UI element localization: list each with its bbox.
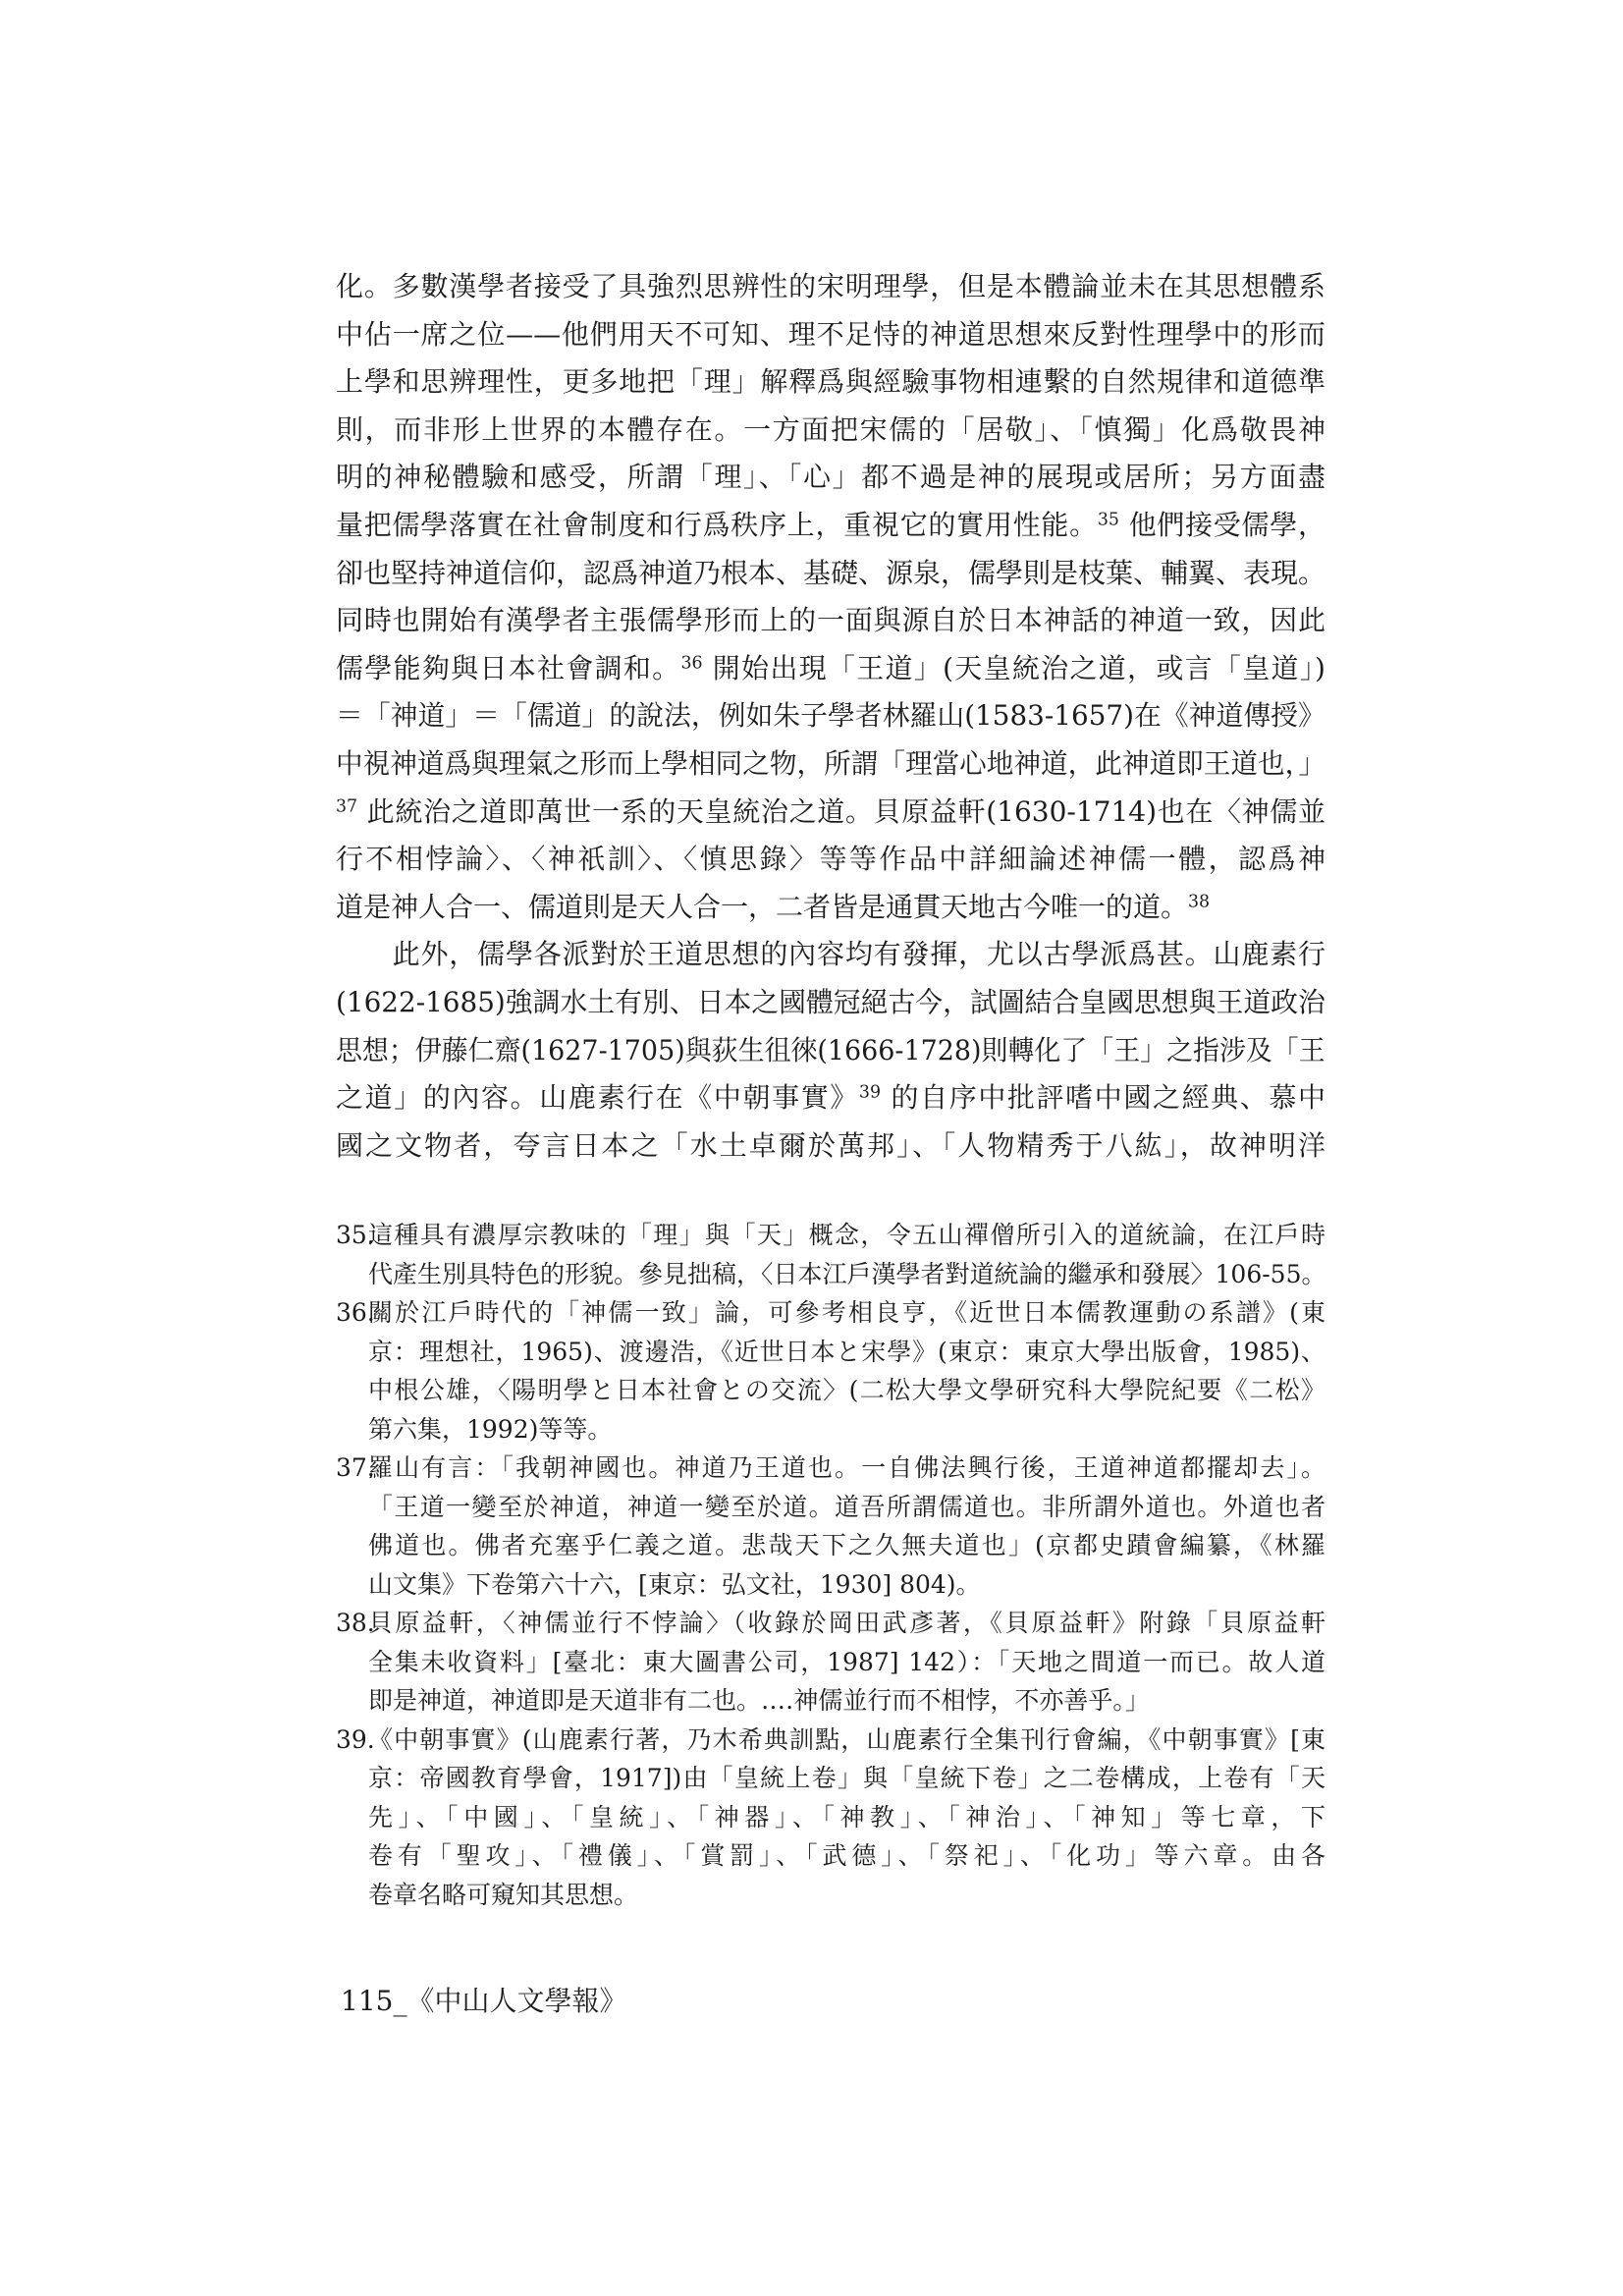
footnote-line: 中根公雄，〈陽明學と日本社會との交流〉(二松大學文學研究科大學院紀要《二松》 <box>368 1376 1325 1404</box>
body-line: 思想；伊藤仁齋(1627-1705)與荻生徂徠(1666-1728)則轉化了「王」之指涉及「王 <box>336 1033 1325 1066</box>
body-line: 則，而非形上世界的本體存在。一方面把宋儒的「居敬」、「慎獨」化爲敬畏神 <box>336 412 1325 446</box>
footnote-line: 卷有「聖攻」、「禮儀」、「賞罰」、「武德」、「祭祀」、「化功」等六章。由各 <box>368 1841 1325 1870</box>
footnote-line: 羅山有言：「我朝神國也。神道乃王道也。一自佛法興行後，王道神道都擺却去」。 <box>368 1453 1325 1482</box>
footnote-line: 代產生別具特色的形貌。參見拙稿，〈日本江戶漢學者對道統論的繼承和發展〉106-55。 <box>368 1259 1326 1288</box>
body-line: ＝「神道」＝「儒道」的說法，例如朱子學者林羅山(1583-1657)在《神道傳授》 <box>336 699 1325 733</box>
body-line: 國之文物者，夸言日本之「水土卓爾於萬邦」、「人物精秀于八紘」，故神明洋 <box>336 1128 1325 1162</box>
body-line: 之道」的內容。山鹿素行在《中朝事實》$^{39}$ 的自序中批評嗜中國之經典、慕中 <box>336 1081 1325 1115</box>
footnote-number: 35. <box>336 1221 375 1249</box>
body-line: $^{37}$ 此統治之道即萬世一系的天皇統治之道。貝原益軒(1630-1714)也在〈神儒並 <box>336 794 1325 828</box>
footnote-number: 39. <box>336 1724 375 1754</box>
footnote-number: 38. <box>336 1609 375 1637</box>
body-line: 同時也開始有漢學者主張儒學形而上的一面與源自於日本神話的神道一致，因此 <box>336 604 1325 637</box>
body-text <box>336 263 1325 1170</box>
body-line: 中視神道爲與理氣之形而上學相同之物，所謂「理當心地神道，此神道即王道也，」 <box>336 746 1326 780</box>
footnote-line: 佛道也。佛者充塞乎仁義之道。悲哉天下之久無夫道也」(京都史蹟會編纂，《林羅 <box>368 1531 1325 1559</box>
body-line: 量把儒學落實在社會制度和行爲秩序上，重視它的實用性能。$^{35}$ 他們接受儒學， <box>336 508 1325 541</box>
page-footer: 115_《中山人文學報》 <box>341 1985 627 2017</box>
footnote <box>336 1721 1325 1915</box>
footnote-line: 京：理想社，1965)、渡邊浩，《近世日本と宋學》(東京：東京大學出版會，1985)、 <box>368 1337 1325 1366</box>
footnote-ref: 37 <box>336 795 358 816</box>
footnote-line: 即是神道，神道即是天道非有二也。‥‥神儒並行而不相悖，不亦善乎。」 <box>368 1686 1150 1715</box>
footnote-line: 這種具有濃厚宗教味的「理」與「天」概念，令五山禪僧所引入的道統論，在江戶時 <box>368 1221 1325 1249</box>
body-line: 中佔一席之位——他們用天不可知、理不足恃的神道思想來反對性理學中的形而 <box>336 317 1325 351</box>
footnote-line: 「王道一變至於神道，神道一變至於道。道吾所謂儒道也。非所謂外道也。外道也者 <box>368 1492 1325 1521</box>
body-line: 道是神人合一、儒道則是天人合一，二者皆是通貫天地古今唯一的道。$^{38}$ <box>336 890 1211 923</box>
footnote-line: 貝原益軒，〈神儒並行不悖論〉（收錄於岡田武彥著，《貝原益軒》附錄「貝原益軒 <box>368 1609 1325 1637</box>
body-line: 卻也堅持神道信仰，認爲神道乃根本、基礎、源泉，儒學則是枝葉、輔翼、表現。 <box>336 556 1326 589</box>
footnote-line: 山文集》下卷第六十六，[東京：弘文社，1930] 804)。 <box>368 1569 981 1599</box>
footnote-line: 京：帝國教育學會，1917])由「皇統上卷」與「皇統下卷」之二卷構成，上卷有「天 <box>368 1764 1325 1792</box>
footnote-line: 卷章名略可窺知其思想。 <box>368 1880 639 1909</box>
body-line: 明的神秘體驗和感受，所謂「理」、「心」都不過是神的展現或居所；另方面盡 <box>336 461 1325 494</box>
body-line: 此外，儒學各派對於王道思想的內容均有發揮，尤以古學派爲甚。山鹿素行 <box>336 938 1325 971</box>
footnote-ref: 38 <box>1188 892 1211 912</box>
footnote <box>336 1216 1325 1293</box>
footnote-line: 關於江戶時代的「神儒一致」論，可參考相良亨，《近世日本儒教運動の系譜》(東 <box>368 1298 1325 1327</box>
footnote <box>336 1293 1325 1449</box>
footnote-line: 全集未收資料」[臺北：東大圖書公司，1987] 142）：「天地之間道一而已。故人道 <box>368 1647 1325 1676</box>
footnote-number: 37. <box>336 1453 375 1482</box>
footnote-ref: 35 <box>1097 510 1119 530</box>
footnote-number: 36. <box>336 1298 375 1327</box>
footnote-ref: 36 <box>680 653 703 674</box>
body-line: 儒學能夠與日本社會調和。$^{36}$ 開始出現「王道」(天皇統治之道，或言「皇道」) <box>336 651 1325 684</box>
footnotes <box>336 1216 1325 1914</box>
body-line: 行不相悖論〉、〈神祇訓〉、〈慎思錄〉等等作品中詳細論述神儒一體，認爲神 <box>336 843 1325 876</box>
footnote <box>336 1604 1325 1721</box>
footnote-ref: 39 <box>858 1082 881 1103</box>
footnote-line: 第六集，1992)等等。 <box>368 1414 613 1444</box>
body-line: (1622-1685)強調水土有別、日本之國體冠絕古今，試圖結合皇國思想與王道政治 <box>336 985 1325 1018</box>
body-line: 上學和思辨理性，更多地把「理」解釋爲與經驗事物相連繫的自然規律和道德準 <box>336 365 1325 399</box>
footnote-line: 先」、「中國」、「皇統」、「神器」、「神教」、「神治」、「神知」等七章，下 <box>368 1802 1325 1831</box>
footnote <box>336 1449 1325 1604</box>
footnote-line: 《中朝事實》(山鹿素行著，乃木希典訓點，山鹿素行全集刊行會編，《中朝事實》[東 <box>368 1724 1325 1754</box>
body-line: 化。多數漢學者接受了具強烈思辨性的宋明理學，但是本體論並未在其思想體系 <box>336 270 1325 302</box>
